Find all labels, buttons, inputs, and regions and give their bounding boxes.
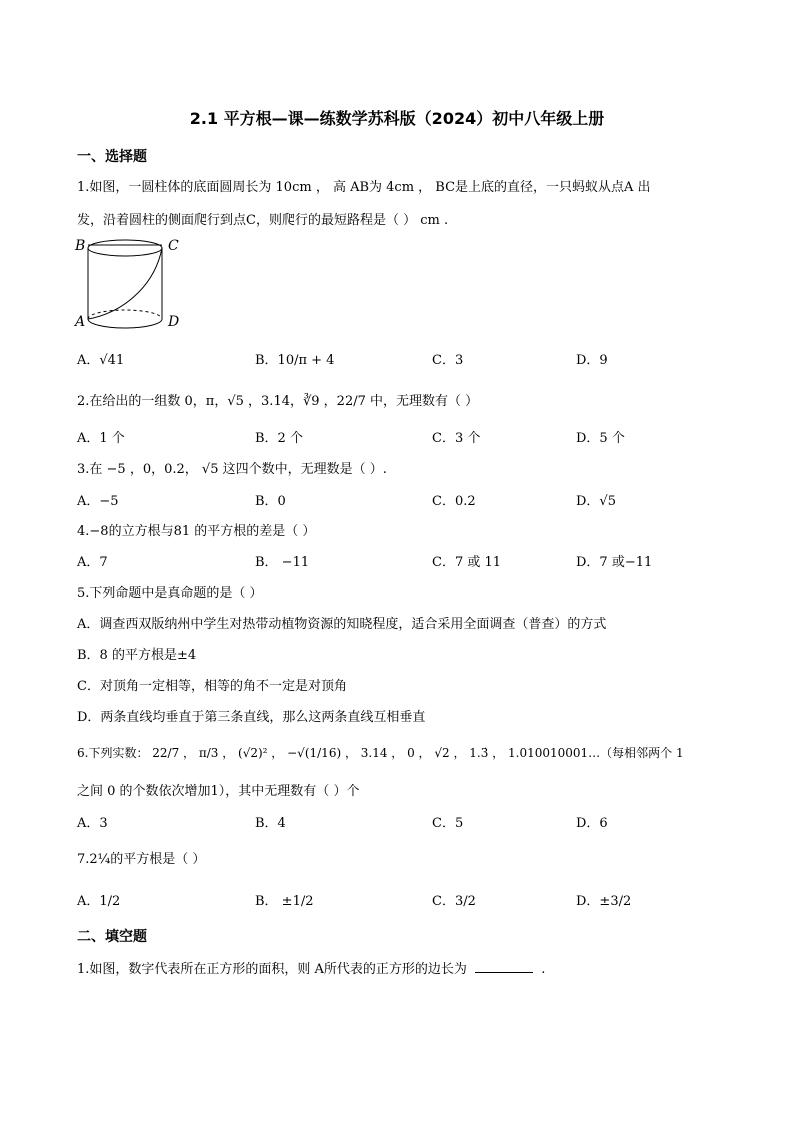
q2-option-c[interactable]: C．3 个 bbox=[432, 431, 481, 446]
section-choice-heading: 一、选择题 bbox=[77, 149, 147, 165]
q3-option-b[interactable]: B．0 bbox=[255, 494, 286, 509]
q1-option-a[interactable]: A．√41 bbox=[77, 353, 125, 368]
label-c: C bbox=[168, 238, 179, 254]
cylinder-figure bbox=[74, 234, 189, 334]
q5-stem: 5.下列命题中是真命题的是（ ） bbox=[77, 586, 263, 601]
q3-option-a[interactable]: A．−5 bbox=[77, 494, 119, 509]
q7-option-d[interactable]: D．±3/2 bbox=[576, 894, 632, 909]
page-title: 2.1 平方根—课—练数学苏科版（2024）初中八年级上册 bbox=[189, 109, 605, 128]
q4-option-b[interactable]: B． −11 bbox=[255, 555, 310, 570]
q1-option-c[interactable]: C．3 bbox=[432, 353, 464, 368]
q5-option-d[interactable]: D．两条直线均垂直于第三条直线，那么这两条直线互相垂直 bbox=[77, 710, 426, 725]
q3-option-d[interactable]: D．√5 bbox=[576, 494, 616, 509]
q5-option-c[interactable]: C．对顶角一定相等，相等的角不一定是对顶角 bbox=[77, 679, 347, 694]
q5-option-a[interactable]: A．调查西双版纳州中学生对热带动植物资源的知晓程度，适合采用全面调查（普查）的方式 bbox=[77, 617, 607, 632]
q7-option-b[interactable]: B． ±1/2 bbox=[255, 894, 314, 909]
q6-stem-line1: 6.下列实数： 22/7 ， π/3 ， (√2)² ， −√(1/16) ， 3.14 ， 0 ， √2 ， 1.3̇ ， 1.010010001…（每相邻两个 1 bbox=[77, 746, 684, 760]
q1-stem-line2: 发，沿着圆柱的侧面爬行到点C，则爬行的最短路程是（ ） cm . bbox=[77, 213, 449, 228]
q7-option-a[interactable]: A．1/2 bbox=[77, 894, 121, 909]
q3-option-c[interactable]: C．0.2 bbox=[432, 494, 476, 509]
label-a: A bbox=[75, 314, 86, 330]
label-b: B bbox=[75, 238, 86, 254]
q3-stem: 3.在 −5 ，0，0.2， √5 这四个数中，无理数是（ ）. bbox=[77, 462, 387, 477]
q2-option-d[interactable]: D．5 个 bbox=[576, 431, 625, 446]
q2-option-b[interactable]: B．2 个 bbox=[255, 431, 303, 446]
q6-option-a[interactable]: A．3 bbox=[77, 816, 108, 831]
fill1-answer-blank[interactable] bbox=[475, 961, 533, 973]
q4-stem: 4.−8的立方根与81 的平方根的差是（ ） bbox=[77, 524, 316, 539]
fill1-period: . bbox=[541, 962, 546, 977]
q4-option-a[interactable]: A．7 bbox=[77, 555, 108, 570]
q4-option-d[interactable]: D．7 或−11 bbox=[576, 555, 653, 570]
q6-option-b[interactable]: B．4 bbox=[255, 816, 286, 831]
q6-option-c[interactable]: C．5 bbox=[432, 816, 464, 831]
q4-option-c[interactable]: C．7 或 11 bbox=[432, 555, 502, 570]
q5-option-b[interactable]: B．8 的平方根是±4 bbox=[77, 648, 197, 663]
q6-option-d[interactable]: D．6 bbox=[576, 816, 608, 831]
q2-stem: 2.在给出的一组数 0，π，√5 ，3.14，∛9 ，22/7 中，无理数有（ ） bbox=[77, 394, 479, 409]
q1-option-b[interactable]: B．10/π + 4 bbox=[255, 353, 335, 368]
q7-option-c[interactable]: C．3/2 bbox=[432, 894, 476, 909]
q1-stem-line1: 1.如图，一圆柱体的底面圆周长为 10cm ， 高 AB为 4cm ， BC是上底的直径，一只蚂蚁从点A 出 bbox=[77, 180, 651, 195]
q7-stem: 7.2¼的平方根是（ ） bbox=[77, 852, 206, 867]
section-fill-heading: 二、填空题 bbox=[77, 929, 147, 945]
q2-option-a[interactable]: A．1 个 bbox=[77, 431, 125, 446]
fill1-stem: 1.如图，数字代表所在正方形的面积，则 A所代表的正方形的边长为 bbox=[77, 962, 467, 977]
q6-stem-line2: 之间 0 的个数依次增加1），其中无理数有（ ）个 bbox=[77, 784, 360, 799]
q1-option-d[interactable]: D．9 bbox=[576, 353, 608, 368]
fill1-stem-line bbox=[77, 958, 545, 977]
label-d: D bbox=[168, 314, 180, 330]
